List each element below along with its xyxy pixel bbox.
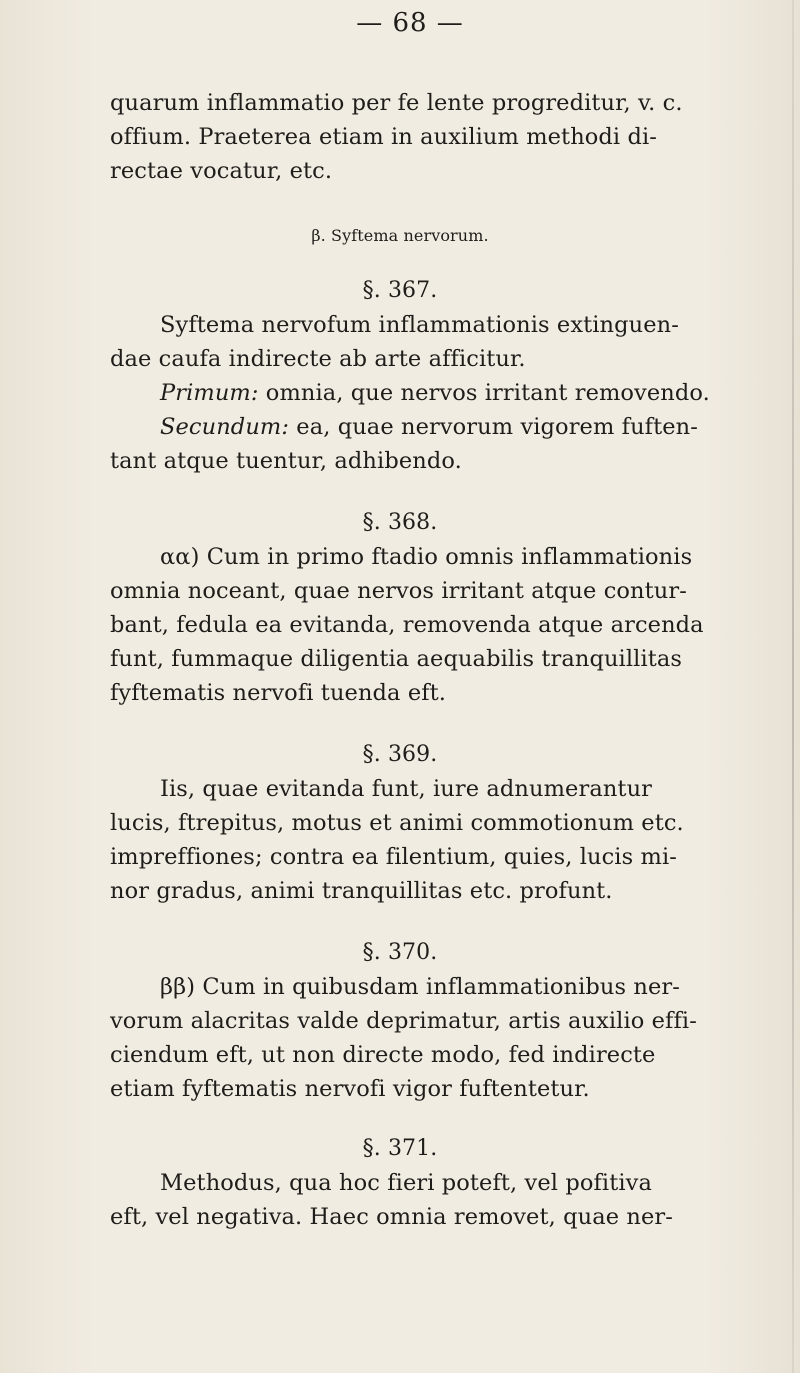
text-line: fyftematis nervofi tuenda eft. [110,680,447,706]
text-line: quarum inflammatio per fe lente progreditur, v. c. [110,90,683,116]
text-line: Iis, quae evitanda funt, iure adnumerantur [160,776,653,802]
text-line: ciendum eft, ut non directe modo, fed indirecte [110,1042,656,1068]
emphasis-text: Primum: [160,380,259,406]
text-line: ββ) Cum in quibusdam inflammationibus ner- [160,974,680,1000]
paragraph-number: §. 368. [362,510,438,535]
text-line: funt, fummaque diligentia aequabilis tranquillitas [110,646,683,672]
body-text: ea, quae nervorum vigorem fuften- [289,414,698,440]
text-line [160,376,800,410]
text-line: Syftema nervofum inflammationis extinguen- [160,312,679,338]
text-line: eft, vel negativa. Haec omnia removet, quae ner- [110,1204,673,1230]
section-heading: β. Syftema nervorum. [311,226,489,245]
paragraph-number: §. 369. [362,742,438,767]
text-line: tant atque tuentur, adhibendo. [110,448,462,474]
text-line: lucis, ftrepitus, motus et animi commotionum etc. [110,810,684,836]
text-line: vorum alacritas valde deprimatur, artis auxilio effi- [110,1008,697,1034]
text-line: offium. Praeterea etiam in auxilium methodi di- [110,124,657,150]
paragraph-number: §. 370. [362,940,438,965]
text-line: Methodus, qua hoc fieri poteft, vel pofitiva [160,1170,652,1196]
text-line: bant, fedula ea evitanda, removenda atque arcenda [110,612,704,638]
text-line: nor gradus, animi tranquillitas etc. profunt. [110,878,613,904]
paragraph-number: §. 371. [362,1136,438,1161]
text-line [160,410,800,444]
text-line: impreffiones; contra ea filentium, quies, lucis mi- [110,844,677,870]
page-number: — 68 — [356,8,464,38]
text-line: omnia noceant, quae nervos irritant atque contur- [110,578,687,604]
text-line: etiam fyftematis nervofi vigor fuftentetur. [110,1076,590,1102]
page-edge [792,0,794,1373]
text-line: αα) Cum in primo ftadio omnis inflammationis [160,544,693,570]
paragraph-number: §. 367. [362,278,438,303]
body-text: omnia, que nervos irritant removendo. [258,380,710,406]
text-line: rectae vocatur, etc. [110,158,333,184]
text-line: dae caufa indirecte ab arte afficitur. [110,346,526,372]
emphasis-text: Secundum: [160,414,290,440]
